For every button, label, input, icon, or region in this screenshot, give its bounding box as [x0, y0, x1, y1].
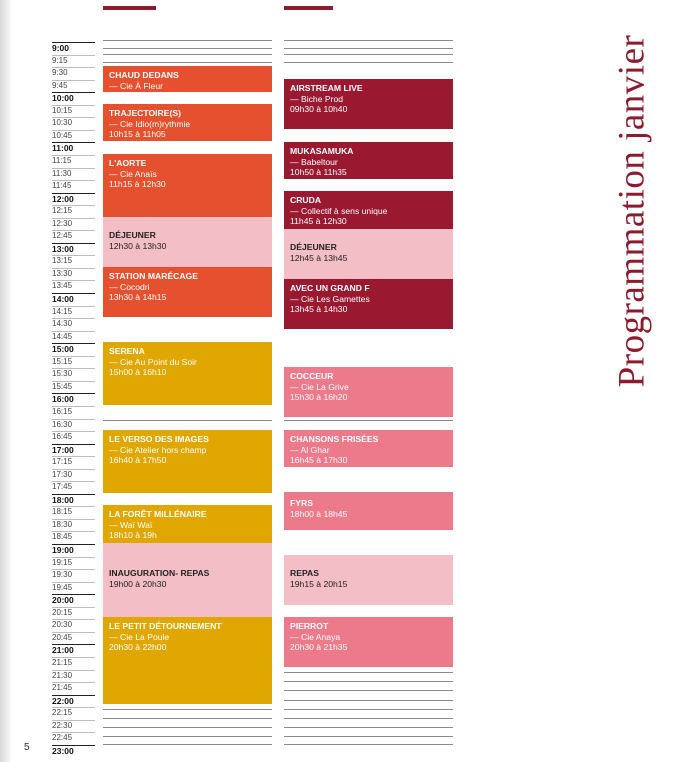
event-detail: 11h15 à 12h30: [109, 179, 166, 189]
column2-event-block: [284, 229, 453, 279]
page-edge: [0, 0, 12, 762]
time-label: 20:45: [52, 632, 73, 642]
event-title: AVEC UN GRAND F: [290, 283, 370, 293]
time-label: 15:00: [52, 344, 74, 355]
time-label: 19:00: [52, 545, 74, 555]
event-detail: 19h00 à 20h30: [109, 578, 167, 589]
column1-event-block: [103, 104, 272, 141]
time-label: 9:00: [52, 43, 70, 53]
row-rule: [284, 718, 453, 719]
time-label: 12:30: [52, 218, 73, 228]
event-detail: 15h00 à 16h10: [109, 367, 167, 377]
time-label: 23:00: [52, 745, 74, 756]
time-label: 14:30: [52, 319, 73, 329]
time-label: 20:15: [52, 607, 73, 617]
event-detail: — Cie Anaïs: [109, 168, 157, 179]
event-detail: — Babeltour: [290, 156, 338, 167]
event-title: CHANSONS FRISÉES: [290, 434, 379, 444]
row-rule: [103, 709, 272, 710]
time-label: 11:30: [52, 168, 72, 178]
column2-event-block: [284, 555, 453, 605]
time-label: 10:00: [52, 93, 74, 104]
row-rule: [284, 736, 453, 737]
row-rule: [103, 718, 272, 719]
event-detail: 09h30 à 10h40: [290, 104, 348, 114]
row-rule: [284, 40, 453, 41]
row-rule: [284, 48, 453, 49]
event-title: DÉJEUNER: [109, 230, 156, 240]
time-label: 9:30: [52, 68, 68, 78]
row-rule: [103, 420, 272, 421]
time-label: 9:15: [52, 55, 68, 65]
column2-event-block: [284, 430, 453, 467]
row-rule: [103, 62, 272, 63]
event-title: DÉJEUNER: [290, 242, 337, 252]
event-detail: — Cocodri: [109, 281, 150, 292]
column1-event-block: [103, 66, 272, 101]
event-detail: 18h10 à 19h: [109, 530, 157, 540]
event-detail: 11h45 à 12h30: [290, 216, 347, 226]
event-detail: 20h30 à 21h35: [290, 642, 348, 652]
column2-event-block: [284, 367, 453, 417]
event-detail: — Waï Waï: [109, 519, 153, 530]
time-label: 13:00: [52, 243, 74, 254]
time-label: 14:15: [52, 306, 73, 316]
time-label: 17:30: [52, 469, 73, 479]
event-detail: — Cie Au Point du Soir: [109, 356, 197, 367]
row-rule: [284, 54, 453, 55]
event-title: STATION MARÉCAGE: [109, 271, 198, 281]
event-detail: 12h30 à 13h30: [109, 240, 167, 251]
time-label: 14:00: [52, 294, 74, 304]
time-label: 13:30: [52, 268, 73, 278]
time-label: 10:30: [52, 118, 73, 128]
event-detail: — Cie La Poule: [109, 631, 170, 642]
time-label: 16:00: [52, 394, 74, 405]
event-title: CHAUD DEDANS: [109, 70, 179, 80]
time-label: 11:15: [52, 155, 72, 165]
column1-event-block: [103, 505, 272, 543]
time-label: 12:00: [52, 193, 74, 204]
row-rule: [284, 700, 453, 701]
row-rule: [284, 744, 453, 745]
page-heading-vertical: [607, 6, 657, 416]
time-label: 21:30: [52, 670, 73, 680]
row-rule: [103, 736, 272, 737]
time-label: 21:00: [52, 645, 74, 656]
column2-event-block: [284, 279, 453, 329]
time-label: 18:15: [52, 507, 73, 517]
event-title: REPAS: [290, 568, 319, 578]
time-label: 16:45: [52, 432, 73, 442]
time-label: 22:30: [52, 720, 73, 730]
time-label: 13:15: [52, 256, 73, 266]
time-label: 12:15: [52, 206, 73, 216]
row-rule: [103, 40, 272, 41]
time-label: 15:45: [52, 381, 73, 391]
time-label: 18:30: [52, 519, 73, 529]
time-label: 19:45: [52, 582, 73, 592]
event-detail: 10h15 à 11h05: [109, 129, 166, 139]
row-rule: [103, 48, 272, 49]
row-rule: [284, 709, 453, 710]
time-label: 18:00: [52, 494, 74, 505]
event-detail: 20h30 à 22h00: [109, 642, 167, 652]
column1-top-bar: [103, 6, 156, 10]
time-label: 22:45: [52, 733, 73, 743]
event-title: L'AORTE: [109, 158, 147, 168]
time-label: 9:45: [52, 80, 68, 90]
time-label: 12:45: [52, 231, 73, 241]
time-label: 17:15: [52, 457, 73, 467]
time-label: 14:45: [52, 331, 73, 341]
time-label: 19:30: [52, 570, 73, 580]
row-rule: [284, 672, 453, 673]
event-title: CRUDA: [290, 195, 322, 205]
column2-event-block: [284, 142, 453, 179]
column1-event-block: [103, 267, 272, 317]
time-label: 17:45: [52, 482, 73, 492]
row-rule: [103, 727, 272, 728]
time-label: 13:45: [52, 281, 73, 291]
event-detail: 16h40 à 17h50: [109, 455, 167, 465]
event-detail: 10h50 à 11h35: [290, 167, 347, 177]
page-number: 5: [24, 742, 30, 753]
event-detail: — Cie À Fleur: [109, 80, 163, 91]
event-title: AIRSTREAM LIVE: [290, 83, 363, 93]
column2-event-block: [284, 617, 453, 667]
page-heading: Programmation janvier: [611, 34, 653, 388]
event-detail: — Biche Prod: [290, 93, 344, 104]
event-detail: 13h45 à 14h30: [290, 304, 348, 314]
row-rule: [284, 681, 453, 682]
time-label: 15:15: [52, 356, 73, 366]
row-rule: [284, 62, 453, 63]
column1-event-block: [103, 154, 272, 217]
row-rule: [103, 54, 272, 55]
time-label: 20:00: [52, 595, 74, 606]
event-detail: 16h45 à 17h30: [290, 455, 348, 465]
time-label: 20:30: [52, 620, 73, 630]
event-title: INAUGURATION- REPAS: [109, 568, 210, 578]
event-title: COCCEUR: [290, 371, 334, 381]
event-detail: — Collectif à sens unique: [290, 205, 388, 216]
event-title: LE VERSO DES IMAGES: [109, 434, 209, 444]
time-label: 18:45: [52, 532, 73, 542]
time-label: 16:30: [52, 419, 73, 429]
time-label: 22:15: [52, 708, 73, 718]
column2-event-block: [284, 79, 453, 129]
time-label: 10:15: [52, 105, 73, 115]
event-detail: — Cie La Grive: [290, 381, 349, 392]
row-rule: [284, 420, 453, 421]
column2-top-bar: [284, 6, 333, 10]
column1-event-block: [103, 342, 272, 405]
event-title: FYRS: [290, 498, 313, 508]
event-title: LA FORÊT MILLÉNAIRE: [109, 509, 207, 519]
event-title: MUKASAMUKA: [290, 146, 354, 156]
event-detail: — Cie Les Gamettes: [290, 293, 370, 304]
row-rule: [284, 690, 453, 691]
event-detail: — Cie Idio(m)rythmie: [109, 118, 191, 129]
time-label: 16:15: [52, 406, 73, 416]
column1-event-block: [103, 430, 272, 493]
event-title: TRAJECTOIRE(S): [109, 108, 181, 118]
column2-event-block: [284, 492, 453, 530]
event-detail: 18h00 à 18h45: [290, 508, 348, 519]
row-rule: [103, 744, 272, 745]
event-detail: 19h15 à 20h15: [290, 578, 348, 589]
column1-event-block: [103, 617, 272, 704]
time-label: 15:30: [52, 369, 73, 379]
event-detail: — Cie Anaya: [290, 631, 341, 642]
time-label: 21:45: [52, 683, 73, 693]
event-detail: 13h30 à 14h15: [109, 292, 167, 302]
event-title: SERENA: [109, 346, 145, 356]
time-label: 22:00: [52, 695, 74, 706]
time-label: 21:15: [52, 657, 73, 667]
row-rule: [284, 727, 453, 728]
time-label: 10:45: [52, 130, 73, 140]
time-label: 11:00: [52, 143, 74, 154]
event-title: LE PETIT DÉTOURNEMENT: [109, 621, 222, 631]
event-detail: 12h45 à 13h45: [290, 252, 348, 263]
event-detail: — Al Ghar: [290, 444, 330, 455]
column1-event-block: [103, 217, 272, 267]
column1-event-block: [103, 543, 272, 617]
event-title: PIERROT: [290, 621, 329, 631]
time-label: 11:45: [52, 181, 72, 191]
time-label: 17:00: [52, 444, 74, 455]
time-label: 19:15: [52, 557, 73, 567]
event-detail: de Scène 09h30 à 10h05: [109, 91, 206, 101]
event-detail: — Cie Atelier hors champ: [109, 444, 207, 455]
column2-event-block: [284, 191, 453, 229]
event-detail: 15h30 à 16h20: [290, 392, 348, 402]
